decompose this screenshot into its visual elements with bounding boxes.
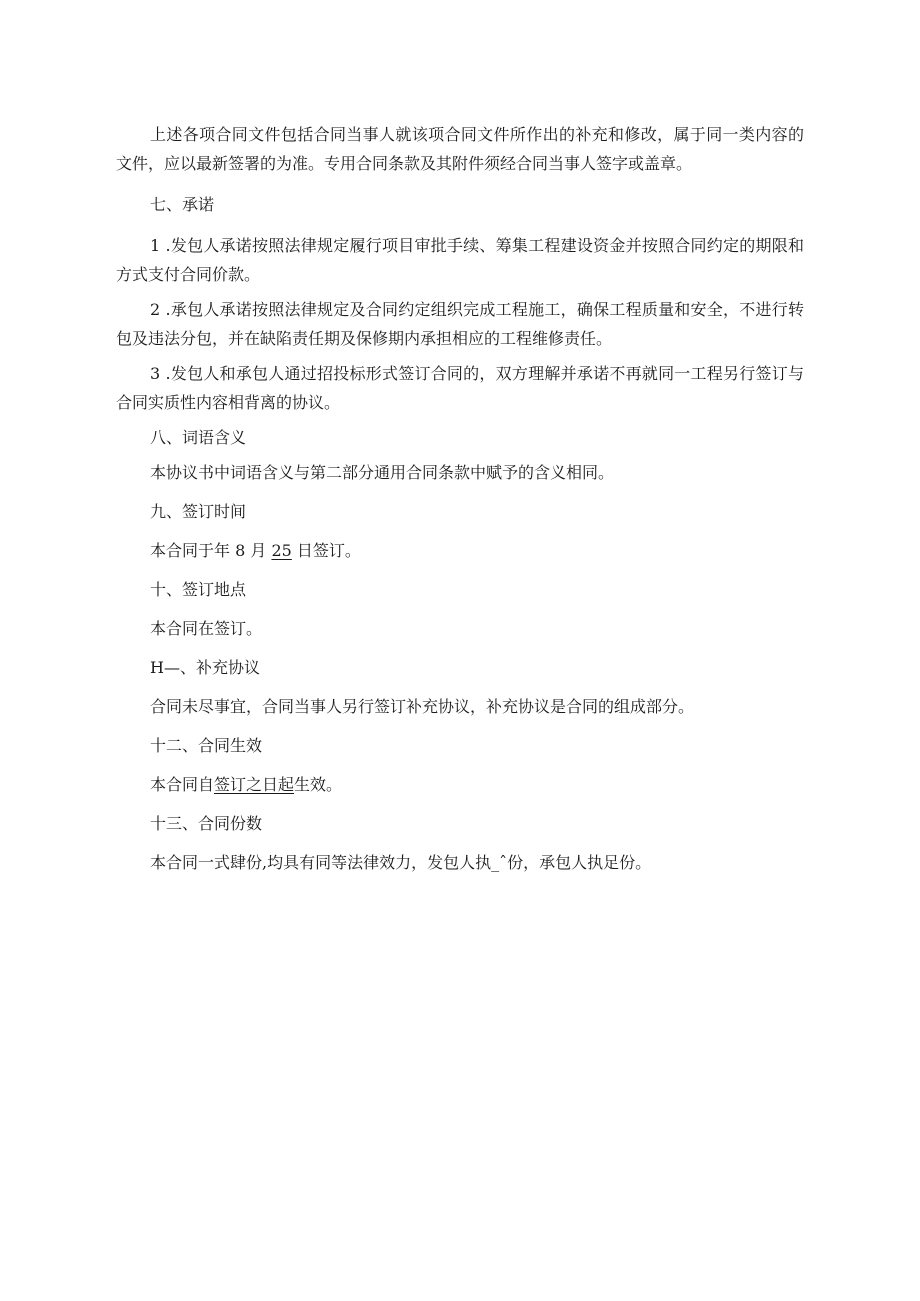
section-9-heading: 九、签订时间 (150, 502, 247, 521)
section-12-body (116, 770, 804, 799)
section-8-heading: 八、词语含义 (150, 428, 247, 447)
section-7-item-1: 1 .发包人承诺按照法律规定履行项目审批手续、筹集工程建设资金并按照合同约定的期限和方式支付合同价款。 (116, 236, 804, 284)
section-7-item-3: 3 .发包人和承包人通过招投标形式签订合同的，双方理解并承诺不再就同一工程另行签订与合同实质性内容相背离的协议。 (116, 364, 804, 412)
section-7-item-2: 2 .承包人承诺按照法律规定及合同约定组织完成工程施工，确保工程质量和安全，不进行转包及违法分包，并在缺陷责任期及保修期内承担相应的工程维修责任。 (116, 300, 804, 348)
effective-text: 本合同自 (150, 775, 215, 794)
section-11-heading: H—、补充协议 (150, 658, 260, 677)
section-8-body: 本协议书中词语含义与第二部分通用合同条款中赋予的含义相同。 (150, 463, 615, 482)
section-7-heading: 七、承诺 (150, 195, 215, 214)
section-12-heading: 十二、合同生效 (150, 736, 263, 755)
section-10-heading: 十、签订地点 (150, 580, 247, 599)
sign-date-text: 本合同于年 8 月 (150, 541, 272, 560)
intro-paragraph: 上述各项合同文件包括合同当事人就该项合同文件所作出的补充和修改，属于同一类内容的文件，应以最新签署的为准。专用合同条款及其附件须经合同当事人签字或盖章。 (116, 125, 804, 173)
section-13-body: 本合同一式肆份,均具有同等法律效力，发包人执_ˆ份，承包人执足份。 (150, 853, 652, 872)
document-body (116, 120, 804, 877)
section-9-body (116, 536, 804, 565)
effective-suffix: 生效。 (294, 775, 343, 794)
section-11-body: 合同未尽事宜，合同当事人另行签订补充协议，补充协议是合同的组成部分。 (150, 697, 695, 716)
sign-date-suffix: 日签订。 (291, 541, 361, 560)
section-10-body: 本合同在签订。 (150, 619, 263, 638)
sign-day-value: 25 (271, 541, 292, 560)
section-13-heading: 十三、合同份数 (150, 814, 263, 833)
effective-term: 签订之日起 (214, 775, 295, 794)
